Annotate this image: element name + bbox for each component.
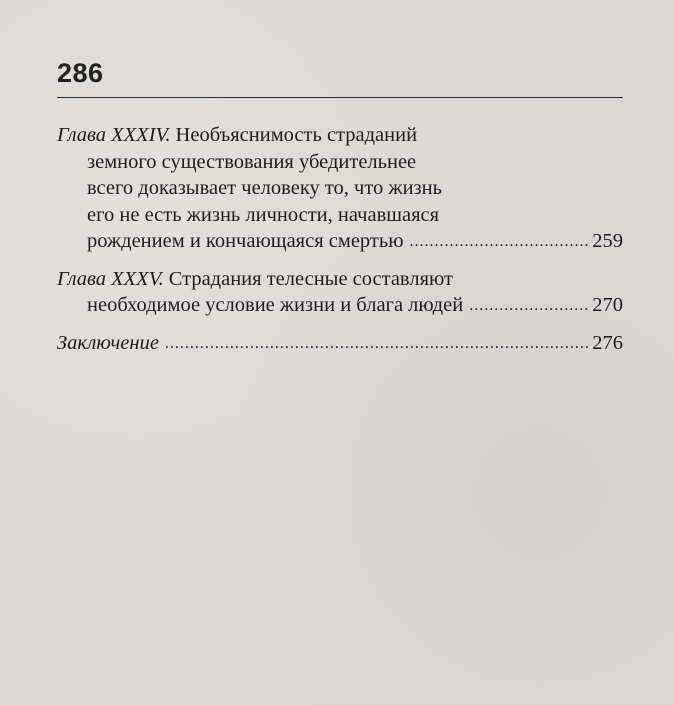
chapter-title-line: его не есть жизнь личности, начавшаяся (87, 203, 440, 226)
toc-entry-conclusion (57, 330, 623, 357)
chapter-title-line: необходимое условие жизни и блага людей (87, 294, 464, 316)
chapter-title-line: всего доказывает человеку то, что жизнь (87, 177, 442, 199)
page-reference: 259 (592, 230, 623, 252)
page-reference: 276 (592, 331, 623, 354)
header-rule (57, 97, 623, 98)
table-of-contents (57, 122, 623, 367)
chapter-title-line: Страдания телесные составляют (168, 267, 454, 290)
chapter-title-line: Необъяснимость страданий (175, 124, 418, 146)
dot-leader (410, 229, 589, 256)
chapter-label: Глава XXXIV. (57, 124, 171, 146)
page-number: 286 (57, 58, 104, 88)
toc-entry-34 (57, 122, 623, 255)
chapter-title-line: земного существования убедительнее (87, 150, 417, 173)
page-reference: 270 (592, 294, 623, 316)
chapter-label: Заключение (57, 331, 159, 354)
dot-leader (165, 331, 588, 358)
chapter-label: Глава XXXV. (57, 267, 164, 290)
dot-leader (469, 293, 588, 320)
chapter-title-line: рождением и кончающаяся смертью (87, 230, 404, 252)
toc-entry-35 (57, 266, 623, 319)
